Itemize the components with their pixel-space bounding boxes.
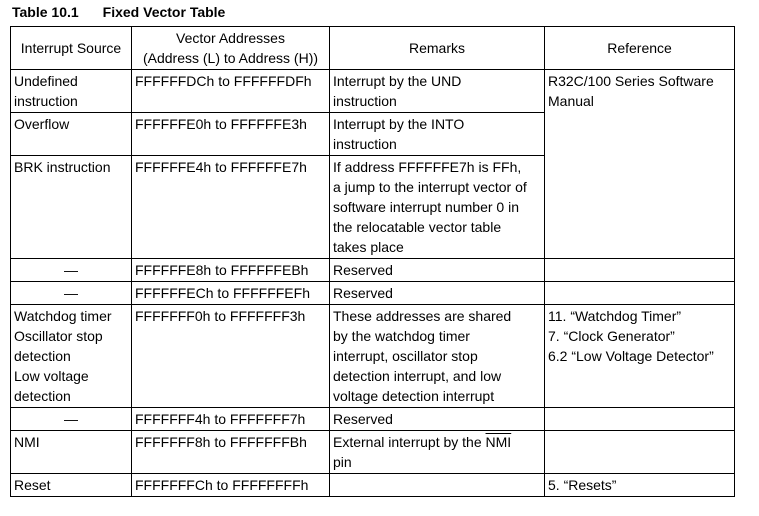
table-number: Table 10.1 xyxy=(12,4,79,20)
source-cell: — xyxy=(11,259,132,282)
remarks-text: by the watchdog timer xyxy=(333,328,470,344)
address-cell: FFFFFFE0h to FFFFFFE3h xyxy=(132,113,330,156)
header-vector-line1: Vector Addresses xyxy=(176,30,285,46)
header-remarks: Remarks xyxy=(330,27,545,70)
address-cell: FFFFFFE4h to FFFFFFE7h xyxy=(132,156,330,259)
remarks-cell: Reserved xyxy=(330,282,545,305)
remarks-text: pin xyxy=(333,454,352,470)
reference-cell xyxy=(545,431,735,474)
fixed-vector-table xyxy=(10,26,735,497)
nmi-overline-text: $\overline{NMI}$ xyxy=(485,434,512,450)
header-reference: Reference xyxy=(545,27,735,70)
reference-cell xyxy=(545,408,735,431)
remarks-text: a jump to the interrupt vector of xyxy=(333,179,527,195)
remarks-cell xyxy=(330,305,545,408)
remarks-text: takes place xyxy=(333,239,404,255)
source-cell: NMI xyxy=(11,431,132,474)
table-row xyxy=(11,70,735,113)
address-cell: FFFFFFFCh to FFFFFFFFh xyxy=(132,474,330,497)
remarks-text: Interrupt by the INTO xyxy=(333,116,465,132)
header-vector-addresses xyxy=(132,27,330,70)
header-interrupt-source: Interrupt Source xyxy=(11,27,132,70)
table-caption xyxy=(12,4,225,20)
remarks-text: detection interrupt, and low xyxy=(333,368,502,384)
address-cell: FFFFFFE8h to FFFFFFEBh xyxy=(132,259,330,282)
source-text: detection xyxy=(14,388,71,404)
reference-text: R32C/100 Series Software xyxy=(548,73,714,89)
table-row xyxy=(11,431,735,474)
remarks-text: instruction xyxy=(333,93,397,109)
table-title: Fixed Vector Table xyxy=(102,4,226,20)
reference-text: 11. “Watchdog Timer” xyxy=(548,308,682,324)
remarks-cell xyxy=(330,474,545,497)
remarks-text: the relocatable vector table xyxy=(333,219,502,235)
table-row xyxy=(11,408,735,431)
header-vector-line2: (Address (L) to Address (H)) xyxy=(142,50,319,66)
remarks-cell: Reserved xyxy=(330,408,545,431)
reference-cell xyxy=(545,305,735,408)
reference-text: 7. “Clock Generator” xyxy=(548,328,675,344)
table-row xyxy=(11,282,735,305)
address-cell: FFFFFFF8h to FFFFFFFBh xyxy=(132,431,330,474)
source-text: Watchdog timer xyxy=(14,308,112,324)
source-cell: Overflow xyxy=(11,113,132,156)
remarks-text: These addresses are shared xyxy=(333,308,512,324)
source-cell: Reset xyxy=(11,474,132,497)
address-cell: FFFFFFDCh to FFFFFFDFh xyxy=(132,70,330,113)
remarks-cell xyxy=(330,113,545,156)
reference-cell: 5. “Resets” xyxy=(545,474,735,497)
reference-cell xyxy=(545,282,735,305)
remarks-text: software interrupt number 0 in xyxy=(333,199,519,215)
reference-text: 6.2 “Low Voltage Detector” xyxy=(548,348,714,364)
source-text: detection xyxy=(14,348,71,364)
remarks-cell xyxy=(330,70,545,113)
remarks-text: If address FFFFFFE7h is FFh, xyxy=(333,159,522,175)
remarks-text: instruction xyxy=(333,136,397,152)
source-cell: — xyxy=(11,408,132,431)
remarks-cell xyxy=(330,156,545,259)
remarks-cell xyxy=(330,431,545,474)
source-cell xyxy=(11,305,132,408)
header-row xyxy=(11,27,735,70)
source-text: Low voltage xyxy=(14,368,89,384)
source-cell: — xyxy=(11,282,132,305)
address-cell: FFFFFFF4h to FFFFFFF7h xyxy=(132,408,330,431)
source-text: instruction xyxy=(14,93,78,109)
remarks-text: External interrupt by the xyxy=(333,434,486,450)
remarks-text: interrupt, oscillator stop xyxy=(333,348,478,364)
source-cell: BRK instruction xyxy=(11,156,132,259)
reference-cell xyxy=(545,70,735,259)
address-cell: FFFFFFF0h to FFFFFFF3h xyxy=(132,305,330,408)
table-row xyxy=(11,474,735,497)
remarks-line xyxy=(333,432,541,452)
address-cell: FFFFFFECh to FFFFFFEFh xyxy=(132,282,330,305)
source-cell xyxy=(11,70,132,113)
remarks-text: voltage detection interrupt xyxy=(333,388,495,404)
source-text: Oscillator stop xyxy=(14,328,103,344)
source-text: Undefined xyxy=(14,73,78,89)
remarks-cell: Reserved xyxy=(330,259,545,282)
reference-text: Manual xyxy=(548,93,594,109)
table-row xyxy=(11,259,735,282)
table-row xyxy=(11,305,735,408)
remarks-text: Interrupt by the UND xyxy=(333,73,462,89)
reference-cell xyxy=(545,259,735,282)
